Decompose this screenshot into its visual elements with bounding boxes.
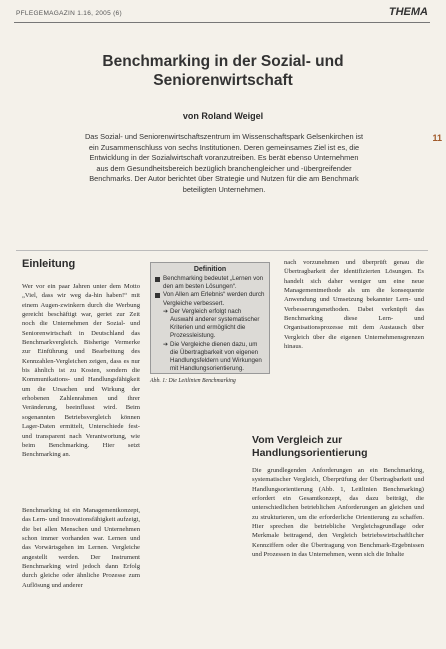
column-3-paragraph: nach vorzunehmen und überprüft genau die Übertragbarkeit der identifizierten Lösungen. Es handelt sich daher weniger um eine neue Managementmethode als um die konsequente Anwendung und Umsetzung bekannter Lern- und Verbesserungsmethoden. Dabei verknüpft das Benchmarking diese Lern- und Organisationsprozesse mit dem Austausch über Vergleich über die eigenen Unternehmensgrenzen hinaus.	[284, 259, 424, 351]
page-marker: 11	[432, 133, 442, 143]
definition-subitem	[155, 308, 265, 341]
title-line-2: Seniorenwirtschaft	[153, 72, 293, 89]
definition-box-title: Definition	[193, 266, 227, 273]
definition-item-text: Von Allen am Erlebnis“ werden durch Vergleiche verbessert.	[163, 291, 265, 307]
definition-box	[150, 262, 270, 374]
arrow-bullet-icon: ➔	[163, 341, 169, 348]
section-label: THEMA	[388, 6, 428, 18]
vom-vergleich-paragraph: Die grundlegenden Anforderungen an ein Benchmarking, systematischer Vergleich, Überprüfung der Übertragbarkeit und Handlungsorientierung (Abb. 1, Leitlinien Benchmarking) erfordert ein Gesamtkonzept, das dazu beiträgt, die unterschiedlichen betrieblichen Anforderungen an gleichen und zu strukturieren, um die erforderliche Orientierung zu schaffen. Hier sprechen die betriebliche Vergleichsgrundlage oder Merkmale beitragend, den Vergleich betriebswirtschaftlicher Kennziffern oder die Übertragung von Benchmark-Ergebnissen und Prozessen in das Unternehmen, wenn sich die Inhalte	[252, 467, 424, 559]
arrow-bullet-icon: ➔	[163, 308, 169, 315]
figure-caption: Abb. 1: Die Leitlinien Benchmarking	[150, 378, 236, 384]
header-rule	[14, 22, 430, 23]
definition-item	[155, 291, 265, 307]
heading-vom-vergleich	[252, 434, 368, 459]
article-author: von Roland Weigel	[182, 111, 264, 121]
square-bullet-icon	[155, 277, 160, 282]
definition-item-text: Der Vergleich erfolgt nach Auswahl anderer systematischer Kriterien und ermöglicht die Prozessleistung.	[170, 307, 260, 340]
heading-line-1: Vom Vergleich zur	[252, 434, 343, 446]
einleitung-paragraph-2: Benchmarking ist ein Managementkonzept, das Lern- und Innovationsfähigkeit aufzeigt, die bei allen Menschen und Unternehmen schon immer vorhanden war. Lernen und das Vorwärtsgehen im Lernen. Vergleiche angestellt werden. Der Instrument Benchmarking wird jedoch dann Erfolg durch gleiche oder ähnliche Prozesse zum Auflösung und anderer	[22, 507, 140, 589]
definition-item-text: Benchmarking bedeutet „Lernen von den am besten Lösungen“.	[163, 275, 264, 291]
heading-line-2: Handlungsorientierung	[252, 446, 368, 459]
square-bullet-icon	[155, 293, 160, 298]
title-line-1: Benchmarking in der Sozial- und	[102, 53, 344, 70]
lead-divider	[16, 250, 428, 251]
article-title	[40, 52, 406, 90]
article-lead: Das Sozial- und Seniorenwirtschaftszentrum im Wissenschaftspark Gelsenkirchen ist ein Zusammenschluss von sechs Institutionen. Deren gemeinsames Ziel ist es, die Entwicklung in der Sozialwirtschaft voranzutreiben. Es berät ebenso Unternehmen aus dem Gesundheitsbereich bezüglich branchengleicher und -übergreifender Benchmarks. Der Autor berichtet über Strategie und Nutzen für die am Benchmark beteiligten Unternehmen.	[84, 132, 364, 194]
definition-subitem	[155, 341, 265, 374]
definition-item	[155, 275, 265, 291]
einleitung-paragraph-1: Wer vor ein paar Jahren unter dem Motto „Viel, dass wir weg da-hin haben!“ mit einem Augen-zwinkern durch die Werbung gereicht beschäftigt war, geriet zur Zeit noch die Unternehmen der Sozial- und Seniorenwirtschaft in Deutschland das Benchmarkvergleich. Bisherige Vermerke zur Einführung und Bearbeitung des Kennzahlen-Vergleichen zeigen, dass es nur bis ähnlich ist zu Kosten, sondern die Kommunikations- und Handlungsfähigkeit um die Ursachen und Wirkung der erhobenen Zahlenrahmen und ihrer Veränderung, beeinflusst wird. Beim sogenannten Betriebsvergleich können Lager-Daten ermittelt, Unterschiede fest- und transparent nach Verantwortung, wie beim Benchmarking. Hier setzt Benchmarking an.	[22, 283, 140, 459]
magazine-header: PFLEGEMAGAZIN 1.16, 2005 (6)	[16, 10, 122, 17]
definition-item-text: Die Vergleiche dienen dazu, um die Übertragbarkeit von eigenen Handlungsfeldern und Wirkungen mit Handlungsorientierung.	[170, 340, 262, 373]
heading-einleitung: Einleitung	[22, 258, 76, 270]
